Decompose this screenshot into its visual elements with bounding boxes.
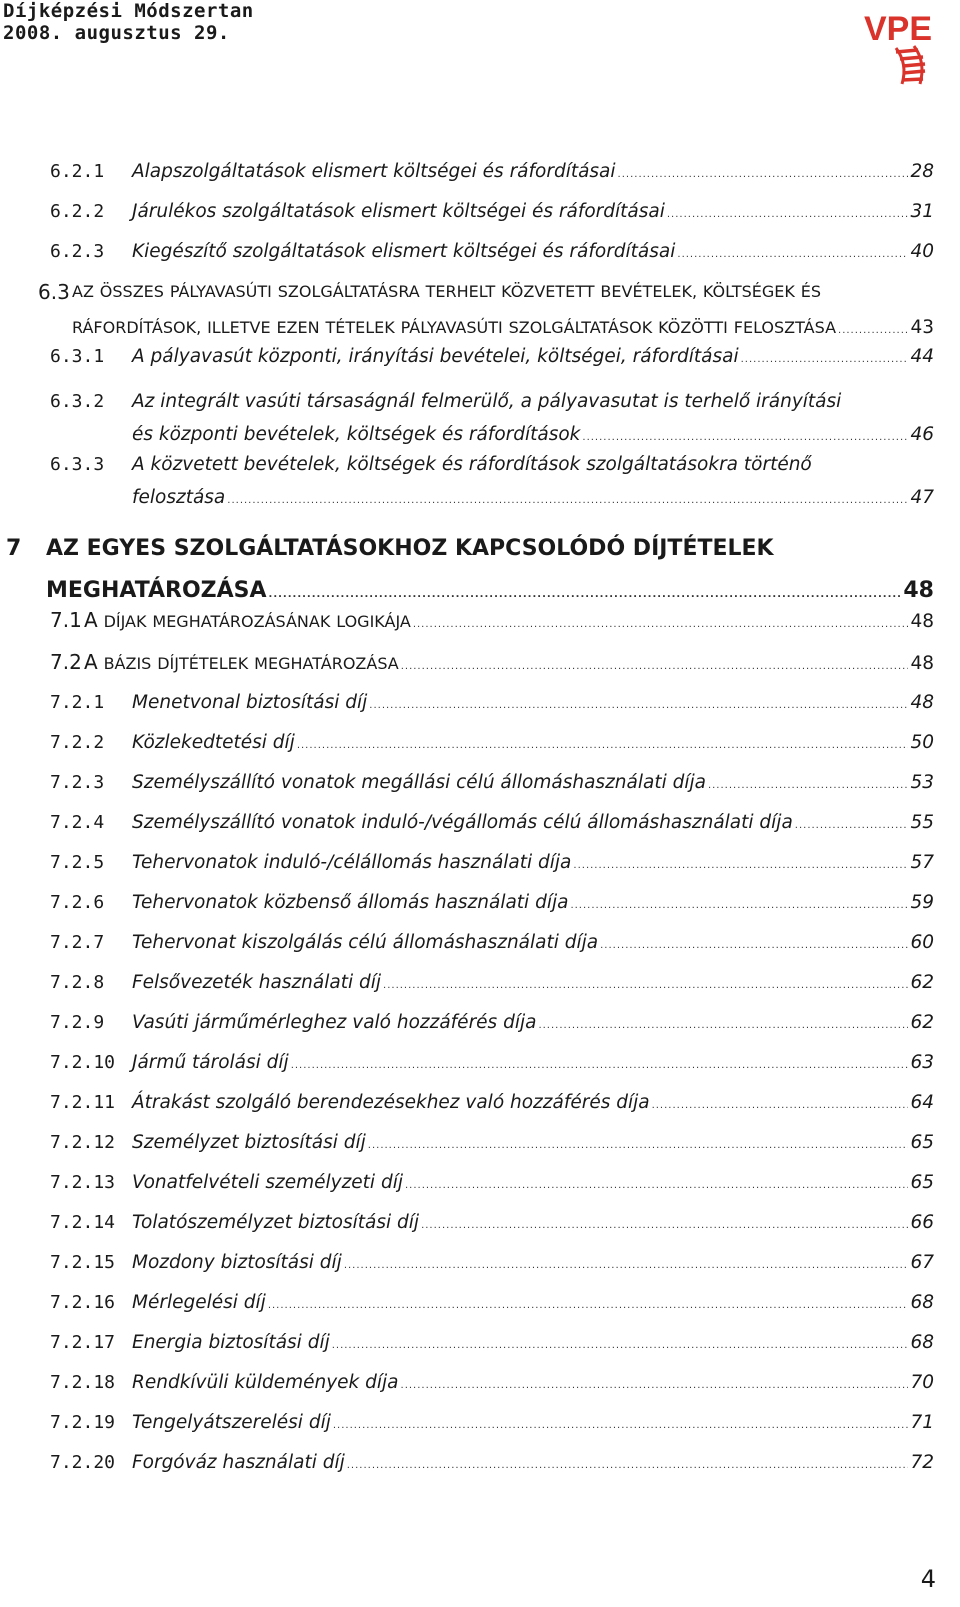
toc-entry-title-line: Tengelyátszerelési díj xyxy=(132,1412,331,1433)
toc-entry-title-line: Személyszállító vonatok megállási célú állomáshasználati díja xyxy=(132,772,706,793)
toc-entry-title-line: Járulékos szolgáltatások elismert költségei és ráfordításai xyxy=(132,201,665,222)
toc-entry-title xyxy=(132,931,934,958)
toc-dot-leader xyxy=(741,348,909,372)
toc-entry-title xyxy=(132,390,934,450)
toc-dot-leader xyxy=(401,655,909,679)
toc-entry-page: 48 xyxy=(910,611,934,632)
toc-entry-page: 48 xyxy=(903,578,934,603)
toc-entry-title xyxy=(132,1291,934,1318)
toc-entry-title xyxy=(72,280,934,343)
toc-entry-number: 7.2.1 xyxy=(50,692,105,713)
toc-entry-page: 55 xyxy=(910,812,934,833)
toc-entry-number: 7 xyxy=(6,536,22,561)
toc-entry-title xyxy=(132,160,934,187)
toc-dot-leader xyxy=(269,578,902,612)
toc-entry-title-line: A DÍJAK MEGHATÁROZÁSÁNAK LOGIKÁJA xyxy=(84,608,411,632)
toc-entry-page: 68 xyxy=(910,1332,934,1353)
toc-dot-leader xyxy=(677,243,908,267)
toc-entry-number: 7.1 xyxy=(50,608,82,632)
toc-dot-leader xyxy=(297,734,909,758)
toc-entry-page: 48 xyxy=(910,692,934,713)
toc-dot-leader xyxy=(333,1414,909,1438)
toc-entry-title xyxy=(132,1451,934,1478)
toc-entry-title xyxy=(132,771,934,798)
toc-entry-page: 62 xyxy=(910,972,934,993)
toc-entry-number: 7.2.12 xyxy=(50,1132,116,1153)
toc-entry-title xyxy=(132,345,934,372)
toc-entry-number: 7.2.15 xyxy=(50,1252,116,1273)
toc-entry-title xyxy=(132,1211,934,1238)
toc-entry-page: 70 xyxy=(910,1372,934,1393)
toc-dot-leader xyxy=(573,854,908,878)
toc-entry-title xyxy=(132,1371,934,1398)
toc-entry-number: 7.2.19 xyxy=(50,1412,116,1433)
toc-entry-number: 6.3 xyxy=(38,280,70,304)
toc-entry-number: 6.2.2 xyxy=(50,201,105,222)
toc-entry-page: 28 xyxy=(910,161,934,182)
toc-dot-leader xyxy=(652,1094,909,1118)
toc-entry-title-line: A közvetett bevételek, költségek és ráfordítások szolgáltatásokra történő xyxy=(132,454,812,475)
toc-entry-title-line: Mozdony biztosítási díj xyxy=(132,1252,342,1273)
toc-dot-leader xyxy=(368,1134,909,1158)
toc-entry-title xyxy=(132,200,934,227)
toc-entry-title-line: Energia biztosítási díj xyxy=(132,1332,330,1353)
toc-entry-title xyxy=(132,1011,934,1038)
toc-entry-title-line: Menetvonal biztosítási díj xyxy=(132,692,368,713)
toc-entry-title xyxy=(132,1091,934,1118)
toc-entry-number: 7.2.11 xyxy=(50,1092,116,1113)
toc-entry-number: 7.2.8 xyxy=(50,972,105,993)
toc-entry-page: 67 xyxy=(910,1252,934,1273)
page-number: 4 xyxy=(920,1565,936,1593)
toc-dot-leader xyxy=(708,774,909,798)
toc-dot-leader xyxy=(570,894,908,918)
toc-entry-title xyxy=(132,1171,934,1198)
toc-entry-title-line: Vonatfelvételi személyzeti díj xyxy=(132,1172,403,1193)
toc-entry-title xyxy=(132,731,934,758)
toc-entry-title-line: Személyszállító vonatok induló-/végállomás célú állomáshasználati díja xyxy=(132,812,793,833)
toc-entry-title xyxy=(132,1131,934,1158)
toc-entry-page: 60 xyxy=(910,932,934,953)
document-date: 2008. augusztus 29. xyxy=(3,22,230,44)
toc-entry-number: 7.2.9 xyxy=(50,1012,105,1033)
toc-entry-title-line: Alapszolgáltatások elismert költségei és ráfordításai xyxy=(132,161,616,182)
toc-entry-number: 7.2.5 xyxy=(50,852,105,873)
toc-entry-page: 57 xyxy=(910,852,934,873)
toc-entry-number: 7.2.20 xyxy=(50,1452,116,1473)
toc-entry-title-line: Vasúti járműmérleghez való hozzáférés díja xyxy=(132,1012,537,1033)
toc-entry-page: 68 xyxy=(910,1292,934,1313)
toc-entry-title xyxy=(132,1331,934,1358)
toc-entry-title-line: Tolatószemélyzet biztosítási díj xyxy=(132,1212,420,1233)
toc-entry-page: 40 xyxy=(910,241,934,262)
toc-dot-leader xyxy=(405,1174,908,1198)
toc-entry-title-line: MEGHATÁROZÁSA xyxy=(46,578,267,603)
toc-dot-leader xyxy=(582,426,908,450)
toc-dot-leader xyxy=(838,319,908,343)
toc-entry-title xyxy=(132,811,934,838)
toc-entry-title-line: A pályavasút központi, irányítási bevételei, költségei, ráfordításai xyxy=(132,346,739,367)
toc-dot-leader xyxy=(667,203,909,227)
toc-entry-page: 31 xyxy=(910,201,934,222)
toc-entry-page: 62 xyxy=(910,1012,934,1033)
toc-entry-title-line: Rendkívüli küldemények díja xyxy=(132,1372,399,1393)
page-header xyxy=(0,0,960,60)
toc-entry-page: 50 xyxy=(910,732,934,753)
toc-entry-number: 7.2.16 xyxy=(50,1292,116,1313)
toc-entry-title-line: Tehervonat kiszolgálás célú állomáshasználati díja xyxy=(132,932,599,953)
toc-entry-page: 44 xyxy=(910,346,934,367)
vpe-logo xyxy=(862,4,938,86)
toc-entry-page: 72 xyxy=(910,1452,934,1473)
toc-dot-leader xyxy=(538,1014,908,1038)
toc-entry-title xyxy=(84,608,934,637)
toc-entry-page: 65 xyxy=(910,1172,934,1193)
toc-entry-title-line: Átrakást szolgáló berendezésekhez való hozzáférés díja xyxy=(132,1092,650,1113)
toc-entry-page: 46 xyxy=(910,424,934,445)
toc-entry-page: 66 xyxy=(910,1212,934,1233)
toc-entry-title-line: Mérlegelési díj xyxy=(132,1292,266,1313)
toc-entry-number: 7.2.2 xyxy=(50,732,105,753)
toc-entry-title-line: Felsővezeték használati díj xyxy=(132,972,382,993)
toc-entry-title-line: Tehervonatok közbenső állomás használati díja xyxy=(132,892,569,913)
toc-entry-page: 65 xyxy=(910,1132,934,1153)
toc-entry-title-line: A BÁZIS DÍJTÉTELEK MEGHATÁROZÁSA xyxy=(84,650,399,674)
toc-entry-page: 64 xyxy=(910,1092,934,1113)
toc-entry-title-line: Közlekedtetési díj xyxy=(132,732,295,753)
toc-dot-leader xyxy=(268,1294,909,1318)
toc-dot-leader xyxy=(369,694,908,718)
toc-entry-number: 7.2.14 xyxy=(50,1212,116,1233)
toc-dot-leader xyxy=(291,1054,909,1078)
toc-entry-page: 47 xyxy=(910,487,934,508)
toc-dot-leader xyxy=(618,163,909,187)
toc-entry-title-line: felosztása xyxy=(132,487,226,508)
toc-dot-leader xyxy=(795,814,909,838)
toc-entry-number: 7.2.18 xyxy=(50,1372,116,1393)
toc-entry-page: 48 xyxy=(910,653,934,674)
toc-entry-title xyxy=(46,532,934,612)
toc-entry-number: 6.3.2 xyxy=(50,391,105,412)
toc-entry-title-line: AZ EGYES SZOLGÁLTATÁSOKHOZ KAPCSOLÓDÓ DÍJTÉTELEK xyxy=(46,536,774,561)
toc-entry-title-line: Jármű tárolási díj xyxy=(132,1052,289,1073)
toc-entry-title xyxy=(132,453,934,513)
toc-entry-number: 6.3.3 xyxy=(50,454,105,475)
toc-entry-title xyxy=(84,650,934,679)
toc-dot-leader xyxy=(344,1254,909,1278)
toc-entry-page: 59 xyxy=(910,892,934,913)
toc-entry-page: 63 xyxy=(910,1052,934,1073)
toc-entry-number: 6.2.1 xyxy=(50,161,105,182)
document-title: Díjképzési Módszertan xyxy=(3,0,254,22)
toc-entry-number: 7.2.3 xyxy=(50,772,105,793)
toc-dot-leader xyxy=(227,489,908,513)
toc-entry-number: 7.2.6 xyxy=(50,892,105,913)
toc-dot-leader xyxy=(401,1374,909,1398)
toc-entry-page: 71 xyxy=(910,1412,934,1433)
toc-entry-page: 43 xyxy=(910,317,934,338)
toc-entry-title xyxy=(132,891,934,918)
toc-entry-number: 7.2.4 xyxy=(50,812,105,833)
toc-dot-leader xyxy=(600,934,908,958)
toc-entry-title xyxy=(132,240,934,267)
toc-entry-page: 53 xyxy=(910,772,934,793)
toc-entry-number: 6.2.3 xyxy=(50,241,105,262)
toc-entry-title-line: és központi bevételek, költségek és ráfordítások xyxy=(132,424,581,445)
toc-dot-leader xyxy=(347,1454,909,1478)
toc-dot-leader xyxy=(383,974,908,998)
toc-entry-number: 7.2.13 xyxy=(50,1172,116,1193)
toc-entry-title xyxy=(132,1051,934,1078)
toc-entry-number: 7.2.10 xyxy=(50,1052,116,1073)
toc-dot-leader xyxy=(421,1214,908,1238)
toc-entry-title-line: Forgóváz használati díj xyxy=(132,1452,345,1473)
toc-entry-title xyxy=(132,691,934,718)
toc-entry-title-line: Tehervonatok induló-/célállomás használati díja xyxy=(132,852,572,873)
toc-entry-number: 7.2.7 xyxy=(50,932,105,953)
toc-dot-leader xyxy=(332,1334,909,1358)
toc-entry-number: 7.2.17 xyxy=(50,1332,116,1353)
toc-entry-title-line: RÁFORDÍTÁSOK, ILLETVE EZEN TÉTELEK PÁLYAVASÚTI SZOLGÁLTATÁSOK KÖZÖTTI FELOSZTÁSA xyxy=(72,318,837,337)
toc-entry-title xyxy=(132,851,934,878)
toc-entry-title xyxy=(132,971,934,998)
toc-entry-number: 7.2 xyxy=(50,650,82,674)
toc-entry-title xyxy=(132,1411,934,1438)
toc-entry-number: 6.3.1 xyxy=(50,346,105,367)
toc-entry-title xyxy=(132,1251,934,1278)
logo-text: VPE xyxy=(864,10,933,48)
toc-entry-title-line: Személyzet biztosítási díj xyxy=(132,1132,366,1153)
toc-entry-title-line: AZ ÖSSZES PÁLYAVASÚTI SZOLGÁLTATÁSRA TERHELT KÖZVETETT BEVÉTELEK, KÖLTSÉGEK ÉS xyxy=(72,282,822,301)
toc-dot-leader xyxy=(413,613,909,637)
toc-entry-title-line: Az integrált vasúti társaságnál felmerülő, a pályavasutat is terhelő irányítási xyxy=(132,391,842,412)
toc-entry-title-line: Kiegészítő szolgáltatások elismert költségei és ráfordításai xyxy=(132,241,676,262)
